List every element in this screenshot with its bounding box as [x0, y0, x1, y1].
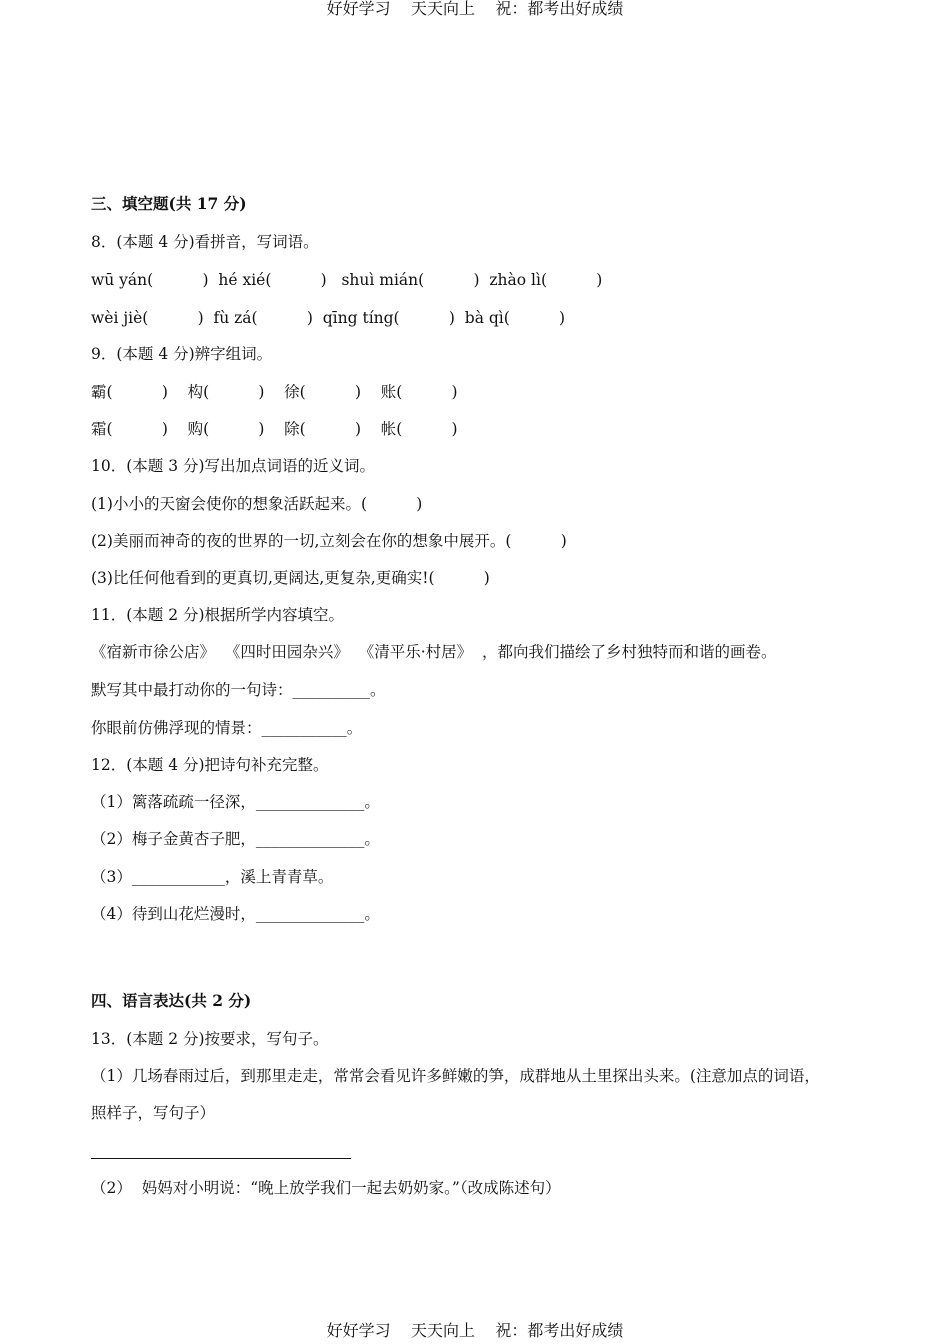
q13-item-1-line-1: （1）几场春雨过后，到那里走走，常常会看见许多鲜嫩的笋，成群地从土里探出头来。(注意加点的词语，: [91, 1067, 820, 1085]
q12-item-1: （1）篱落疏疏一径深，______________。: [91, 793, 380, 811]
q12-item-2: （2）梅子金黄杏子肥，______________。: [91, 830, 380, 848]
q9-row-2: 霜( ) 购( ) 除( ) 帐( ): [91, 420, 458, 438]
q10-item-2: (2)美丽而神奇的夜的世界的一切,立刻会在你的想象中展开。( ): [91, 532, 567, 550]
q10-item-3: (3)比任何他看到的更真切,更阔达,更复杂,更确实!( ): [91, 569, 490, 587]
q12-stem: 12．(本题 4 分)把诗句补充完整。: [91, 756, 329, 774]
page-footer: 好好学习 天天向上 祝：都考出好成绩: [326, 1321, 624, 1340]
q11-scene-line: 你眼前仿佛浮现的情景：___________。: [91, 719, 363, 737]
q8-pinyin-row-1: wū yán( ) hé xié( ) shuì mián( ) zhào lì( ): [91, 271, 603, 289]
section-4-title: 四、语言表达(共 2 分): [91, 991, 252, 1010]
q13-stem: 13．(本题 2 分)按要求，写句子。: [91, 1030, 329, 1048]
section-3-title: 三、填空题(共 17 分): [91, 194, 247, 213]
q8-stem: 8．(本题 4 分)看拼音，写词语。: [91, 233, 319, 251]
q9-stem: 9．(本题 4 分)辨字组词。: [91, 345, 273, 363]
q13-answer-line: [91, 1158, 351, 1159]
q10-stem: 10．(本题 3 分)写出加点词语的近义词。: [91, 457, 376, 475]
q12-item-4: （4）待到山花烂漫时，______________。: [91, 905, 380, 923]
q11-poems-line: 《宿新市徐公店》 《四时田园杂兴》 《清平乐·村居》 ，都向我们描绘了乡村独特而和谐的画卷。: [91, 643, 777, 661]
q13-item-2: （2） 妈妈对小明说：“晚上放学我们一起去奶奶家。”（改成陈述句）: [91, 1179, 561, 1197]
q11-recite-line: 默写其中最打动你的一句诗：__________。: [91, 681, 386, 699]
q10-item-1: (1)小小的天窗会使你的想象活跃起来。( ): [91, 495, 423, 513]
q8-pinyin-row-2: wèi jiè( ) fù zá( ) qīng tíng( ) bà qì( ): [91, 309, 566, 327]
q11-stem: 11．(本题 2 分)根据所学内容填空。: [91, 606, 345, 624]
q9-row-1: 霸( ) 构( ) 徐( ) 账( ): [91, 383, 458, 401]
q12-item-3: （3）____________，溪上青青草。: [91, 868, 334, 886]
q13-item-1-line-2: 照样子，写句子）: [91, 1104, 216, 1122]
page-header: 好好学习 天天向上 祝：都考出好成绩: [326, 0, 624, 18]
